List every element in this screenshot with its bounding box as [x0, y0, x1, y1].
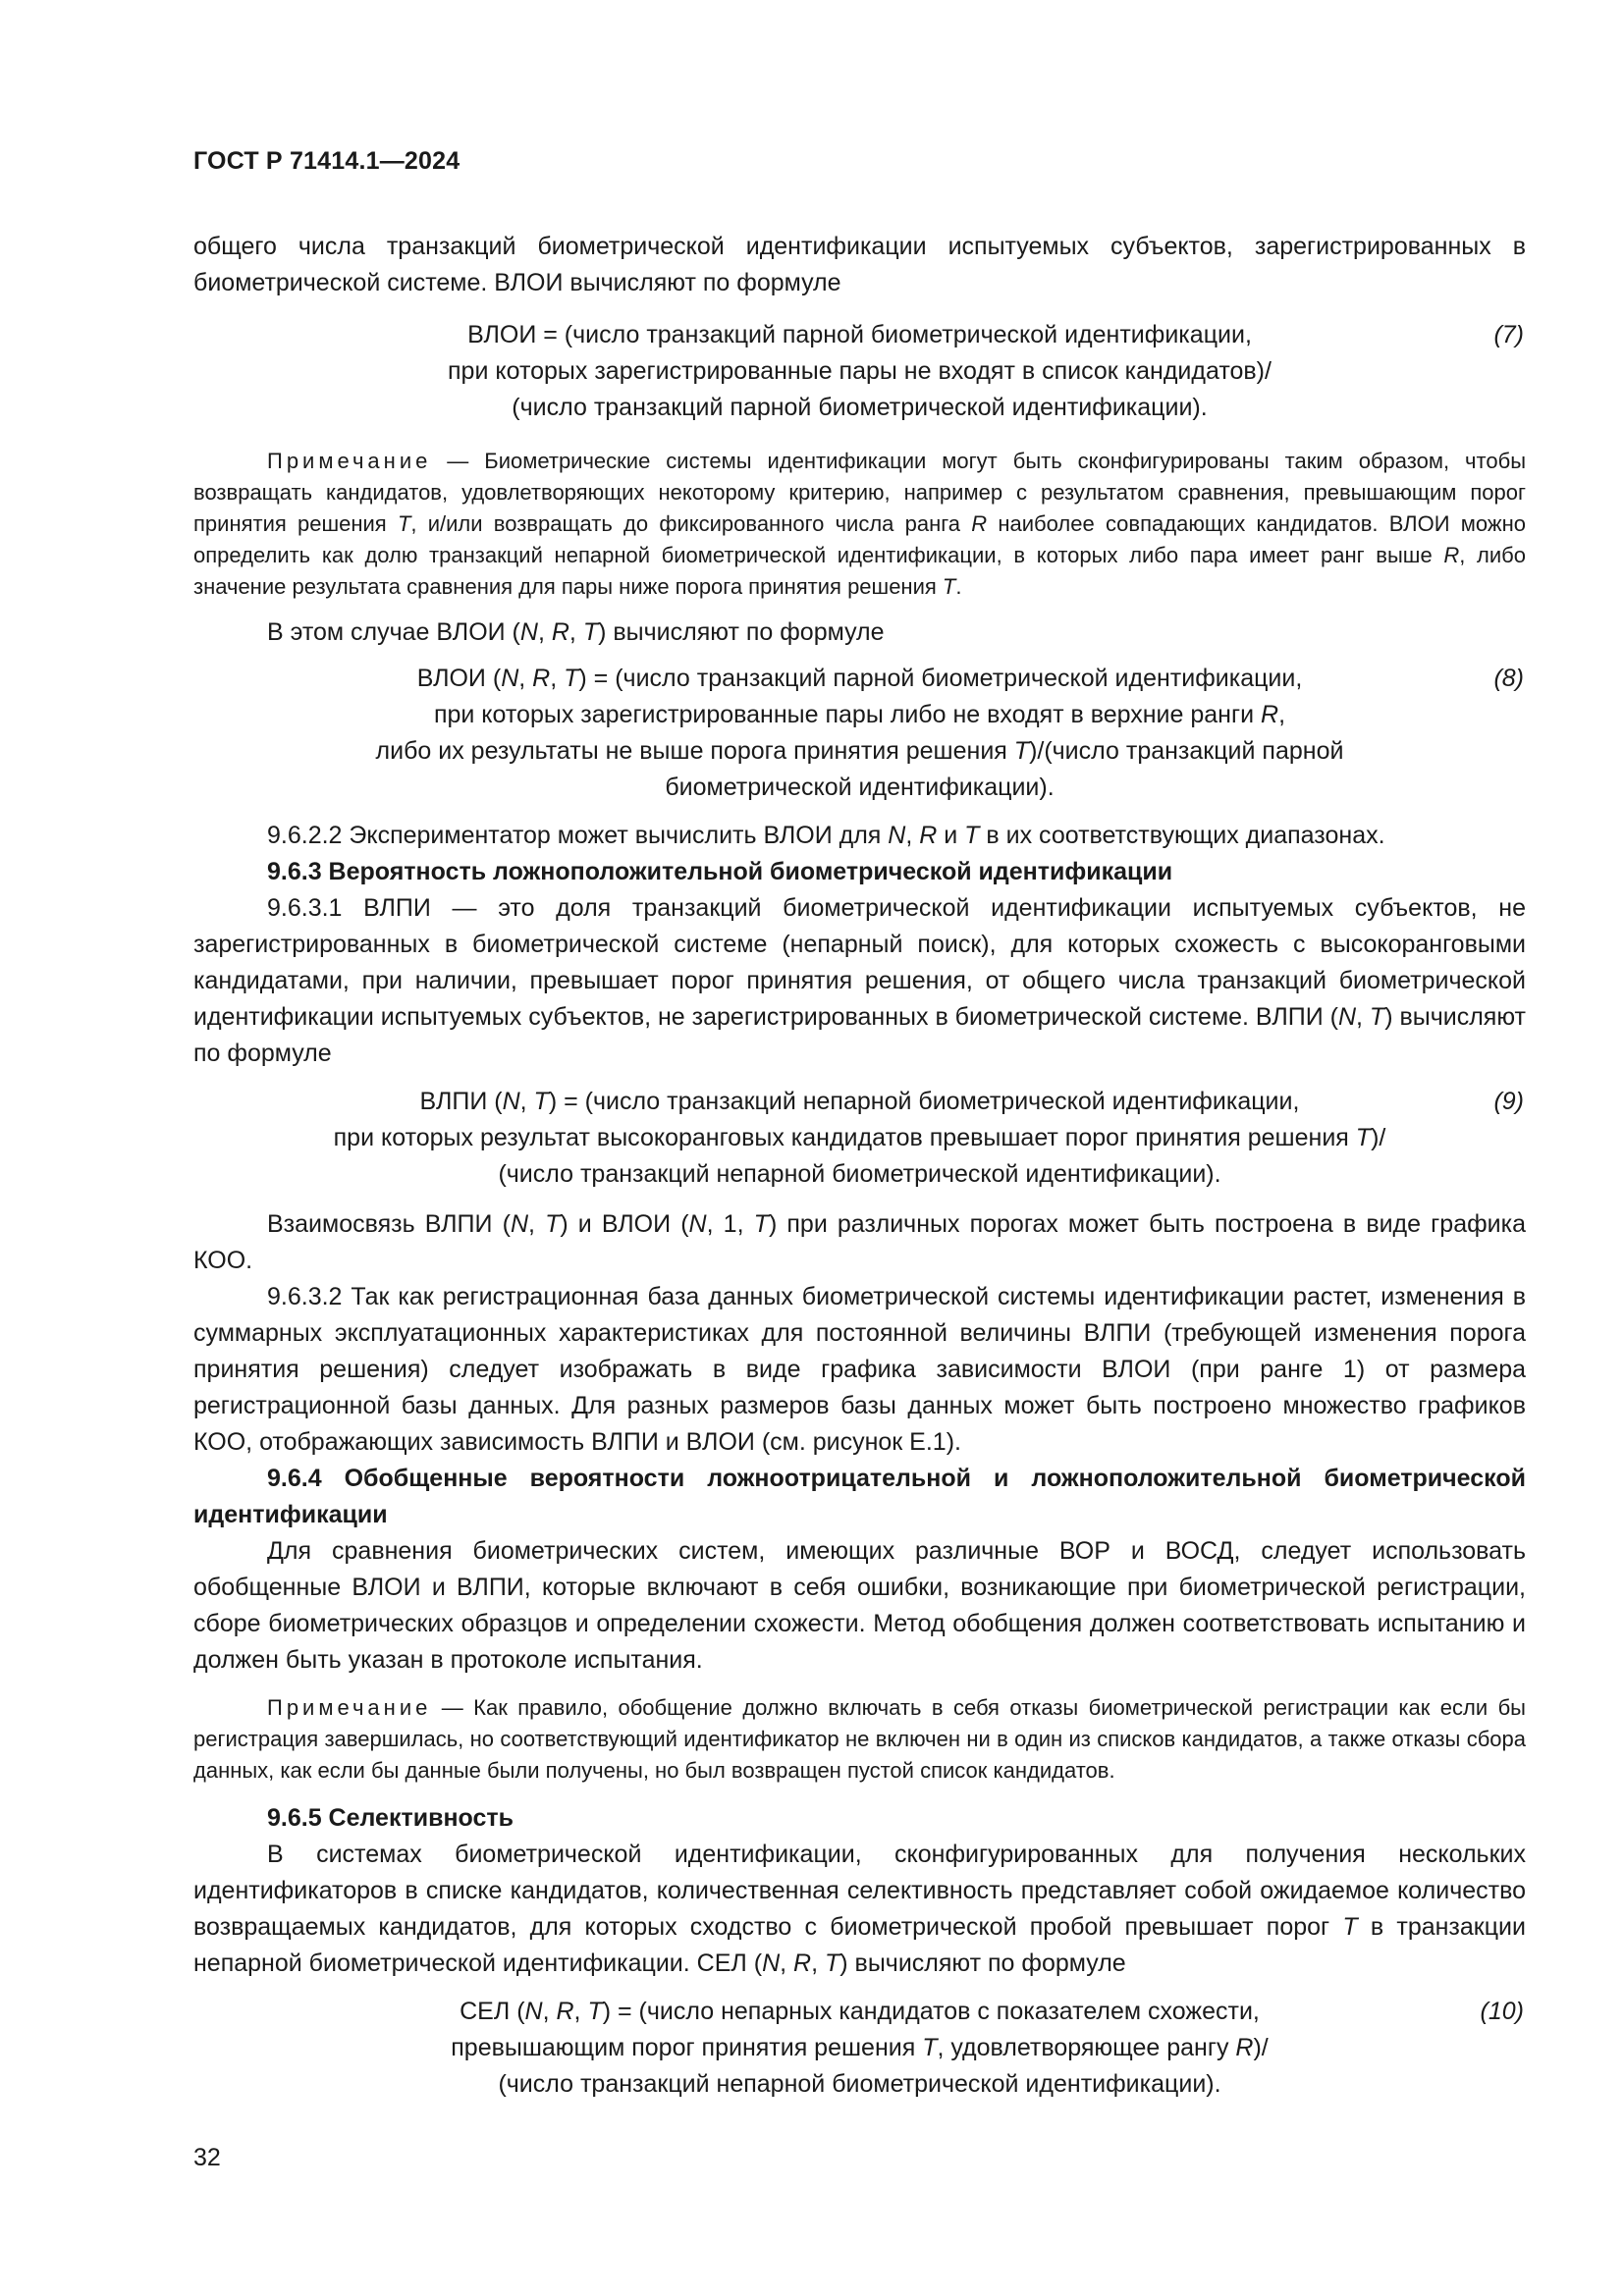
variable-n: N [519, 618, 538, 646]
text: В этом случае ВЛОИ ( [267, 618, 520, 646]
formula-line [287, 1156, 1433, 1193]
variable-r: R [793, 1949, 812, 1977]
variable-r: R [532, 665, 551, 692]
variable-t: T [587, 1998, 603, 2025]
formula-line [287, 661, 1433, 697]
variable-t: T [1013, 737, 1030, 765]
formula-number: (8) [1493, 665, 1524, 692]
variable-r: R [1235, 2034, 1254, 2061]
formula-line [287, 770, 1433, 806]
text: , [568, 618, 583, 646]
note-label: Примечание [267, 1695, 432, 1720]
variable-r: R [556, 1998, 574, 2025]
formula-9 [193, 1084, 1526, 1193]
note-2 [193, 1692, 1526, 1787]
text: ) = (число транзакций парной биометрической идентификации, [578, 665, 1303, 692]
text: , [528, 1210, 546, 1238]
paragraph-9-6-3-1 [193, 890, 1526, 1072]
intro-paragraph: общего числа транзакций биометрической идентификации испытуемых субъектов, зарегистрированных в биометрической системе. ВЛОИ вычисляют по формуле [193, 233, 1526, 296]
text: 9.6.3.1 ВЛПИ — это доля транзакций биометрической идентификации испытуемых субъектов, не зарегистрированных в биометрической системе (непарный поиск), для которых схожесть с высокоранговыми кандидатами, при наличии, превышает порог принятия решения, от общего числа транзакций биометрической идентификации испытуемых субъектов, не зарегистрированных в биометрической системе. ВЛПИ ( [193, 894, 1526, 1031]
note-text: — Как правило, обобщение должно включать в себя отказы биометрической регистрации как если бы регистрация завершилась, но соответствующий идентификатор не включен ни в один из списков кандидатов, а также отказы сбора данных, как если бы данные были получены, но был возвращен пустой список кандидатов. [193, 1695, 1526, 1783]
text: превышающим порог принятия решения [451, 2034, 923, 2061]
variable-t: T [564, 665, 579, 692]
variable-r: R [551, 618, 569, 646]
variable-t: T [825, 1949, 840, 1977]
text: в их соответствующих диапазонах. [979, 822, 1385, 849]
variable-t: T [533, 1088, 549, 1115]
text: либо их результаты не выше порога принятия решения [375, 737, 1014, 765]
variable-n: N [688, 1210, 707, 1238]
variable-t: T [1342, 1913, 1358, 1941]
variable-t: T [545, 1210, 561, 1238]
text: )/(число транзакций парной [1029, 737, 1344, 765]
variable-t: T [753, 1210, 769, 1238]
text: и [937, 822, 965, 849]
formula-line: ВЛОИ = (число транзакций парной биометрической идентификации, [467, 321, 1252, 348]
text: 9.6.2.2 Экспериментатор может вычислить ВЛОИ для [267, 822, 889, 849]
text: , [537, 618, 552, 646]
note-text: . [955, 574, 962, 599]
text: Взаимосвязь ВЛПИ ( [267, 1210, 511, 1238]
text: (число транзакций непарной биометрической идентификации). [498, 2070, 1221, 2098]
case-paragraph [193, 614, 1526, 651]
text: , 1, [706, 1210, 754, 1238]
note-text: — Биометрические системы идентификации могут быть сконфигурированы таким образом, чтобы возвращать кандидатов, удовлетворяющих некоторому критерию, например с результатом сравнения, превышающим порог принятия решения [193, 449, 1526, 536]
text: ) = (число непарных кандидатов с показателем схожести, [602, 1998, 1260, 2025]
text: , [1278, 701, 1286, 728]
formula-line: при которых зарегистрированные пары не входят в список кандидатов)/ [448, 357, 1272, 385]
variable-t: T [1369, 1003, 1385, 1031]
paragraph-9-6-4: Для сравнения биометрических систем, имеющих различные ВОР и ВОСД, следует использовать обобщенные ВЛОИ и ВЛПИ, которые включают в себя ошибки, возникающие при биометрической регистрации, сборе биометрических образцов и определении схожести. Метод обобщения должен соответствовать испытанию и должен быть указан в протоколе испытания. [193, 1537, 1526, 1674]
variable-r: R [919, 822, 938, 849]
text: биометрической идентификации). [665, 774, 1055, 801]
text: , удовлетворяющее рангу [937, 2034, 1236, 2061]
heading-9-6-3: 9.6.3 Вероятность ложноположительной биометрической идентификации [267, 858, 1173, 885]
text: , [542, 1998, 557, 2025]
text: , [573, 1998, 588, 2025]
formula-line [287, 697, 1433, 733]
formula-line [287, 1084, 1433, 1120]
text: ) и ВЛОИ ( [560, 1210, 689, 1238]
formula-line [287, 2030, 1433, 2066]
variable-n: N [524, 1998, 543, 2025]
text: , [519, 1088, 534, 1115]
note-text: , либо значение результата сравнения для пары ниже порога принятия решения [193, 543, 1526, 599]
text: , [518, 665, 533, 692]
variable-n: N [1337, 1003, 1357, 1031]
variable-n: N [510, 1210, 528, 1238]
text: ВЛПИ ( [419, 1088, 503, 1115]
text: , [780, 1949, 794, 1977]
document-header: ГОСТ Р 71414.1—2024 [193, 147, 460, 175]
text: )/ [1371, 1124, 1386, 1151]
formula-7 [193, 317, 1526, 426]
variable-t: T [942, 574, 956, 599]
heading-9-6-5: 9.6.5 Селективность [267, 1804, 514, 1832]
formula-line [287, 733, 1433, 770]
note-1 [193, 446, 1526, 603]
page-number: 32 [193, 2144, 221, 2171]
formula-line [287, 1120, 1433, 1156]
text: в транзакции непарной биометрической идентификации. СЕЛ ( [193, 1913, 1526, 1977]
text: , [1356, 1003, 1370, 1031]
variable-t: T [1355, 1124, 1372, 1151]
text: ) вычисляют по формуле [193, 1003, 1526, 1067]
text: ) вычисляют по формуле [598, 618, 885, 646]
variable-n: N [501, 665, 519, 692]
text: , [905, 822, 920, 849]
relation-paragraph [193, 1206, 1526, 1279]
variable-r: R [971, 511, 988, 536]
text: , [550, 665, 565, 692]
note-label: Примечание [267, 449, 432, 473]
formula-line [287, 1994, 1433, 2030]
variable-n: N [502, 1088, 520, 1115]
text: при которых результат высокоранговых кандидатов превышает порог принятия решения [333, 1124, 1356, 1151]
variable-t: T [397, 511, 411, 536]
variable-r: R [1443, 543, 1460, 567]
text: ) = (число транзакций непарной биометрической идентификации, [548, 1088, 1300, 1115]
variable-t: T [582, 618, 599, 646]
text: ) вычисляют по формуле [839, 1949, 1126, 1977]
paragraph-9-6-3-2: 9.6.3.2 Так как регистрационная база данных биометрической системы идентификации растет, изменения в суммарных эксплуатационных характеристиках для постоянной величины ВЛПИ (требующей изменения порога принятия решения) следует изображать в виде графика зависимости ВЛОИ (при ранге 1) от размера регистрационной базы данных. Для разных размеров базы данных может быть построено множество графиков КОО, отображающих зависимость ВЛПИ и ВЛОИ (см. рисунок Е.1). [193, 1283, 1526, 1456]
variable-n: N [888, 822, 906, 849]
formula-10 [193, 1994, 1526, 2103]
text: при которых зарегистрированные пары либо не входят в верхние ранги [433, 701, 1262, 728]
paragraph-9-6-5 [193, 1837, 1526, 1982]
document-page [193, 147, 1526, 2103]
variable-t: T [964, 822, 980, 849]
formula-line: (число транзакций парной биометрической идентификации). [512, 394, 1208, 421]
formula-8 [193, 661, 1526, 806]
formula-number: (10) [1480, 1998, 1524, 2025]
formula-line [287, 2066, 1433, 2103]
variable-r: R [1261, 701, 1279, 728]
text: ) при различных порогах может быть построена в виде графика КОО. [193, 1210, 1527, 1274]
formula-number: (7) [1493, 321, 1524, 348]
text: )/ [1253, 2034, 1269, 2061]
text: СЕЛ ( [460, 1998, 525, 2025]
variable-n: N [762, 1949, 781, 1977]
paragraph-9-6-2-2 [193, 818, 1526, 854]
heading-9-6-4: 9.6.4 Обобщенные вероятности ложноотрицательной и ложноположительной биометрической идентификации [193, 1465, 1526, 1528]
formula-number: (9) [1493, 1088, 1524, 1115]
note-text: , и/или возвращать до фиксированного числа ранга [410, 511, 972, 536]
text: ВЛОИ ( [416, 665, 502, 692]
variable-t: T [922, 2034, 938, 2061]
text: В системах биометрической идентификации, сконфигурированных для получения нескольких идентификаторов в списке кандидатов, количественная селективность представляет собой ожидаемое количество возвращаемых кандидатов, для которых сходство с биометрической пробой превышает порог [193, 1841, 1526, 1941]
note-text: наиболее совпадающих кандидатов. ВЛОИ можно определить как долю транзакций непарной биометрической идентификации, в которых либо пара имеет ранг выше [193, 511, 1526, 567]
text: , [811, 1949, 825, 1977]
text: (число транзакций непарной биометрической идентификации). [498, 1160, 1221, 1188]
